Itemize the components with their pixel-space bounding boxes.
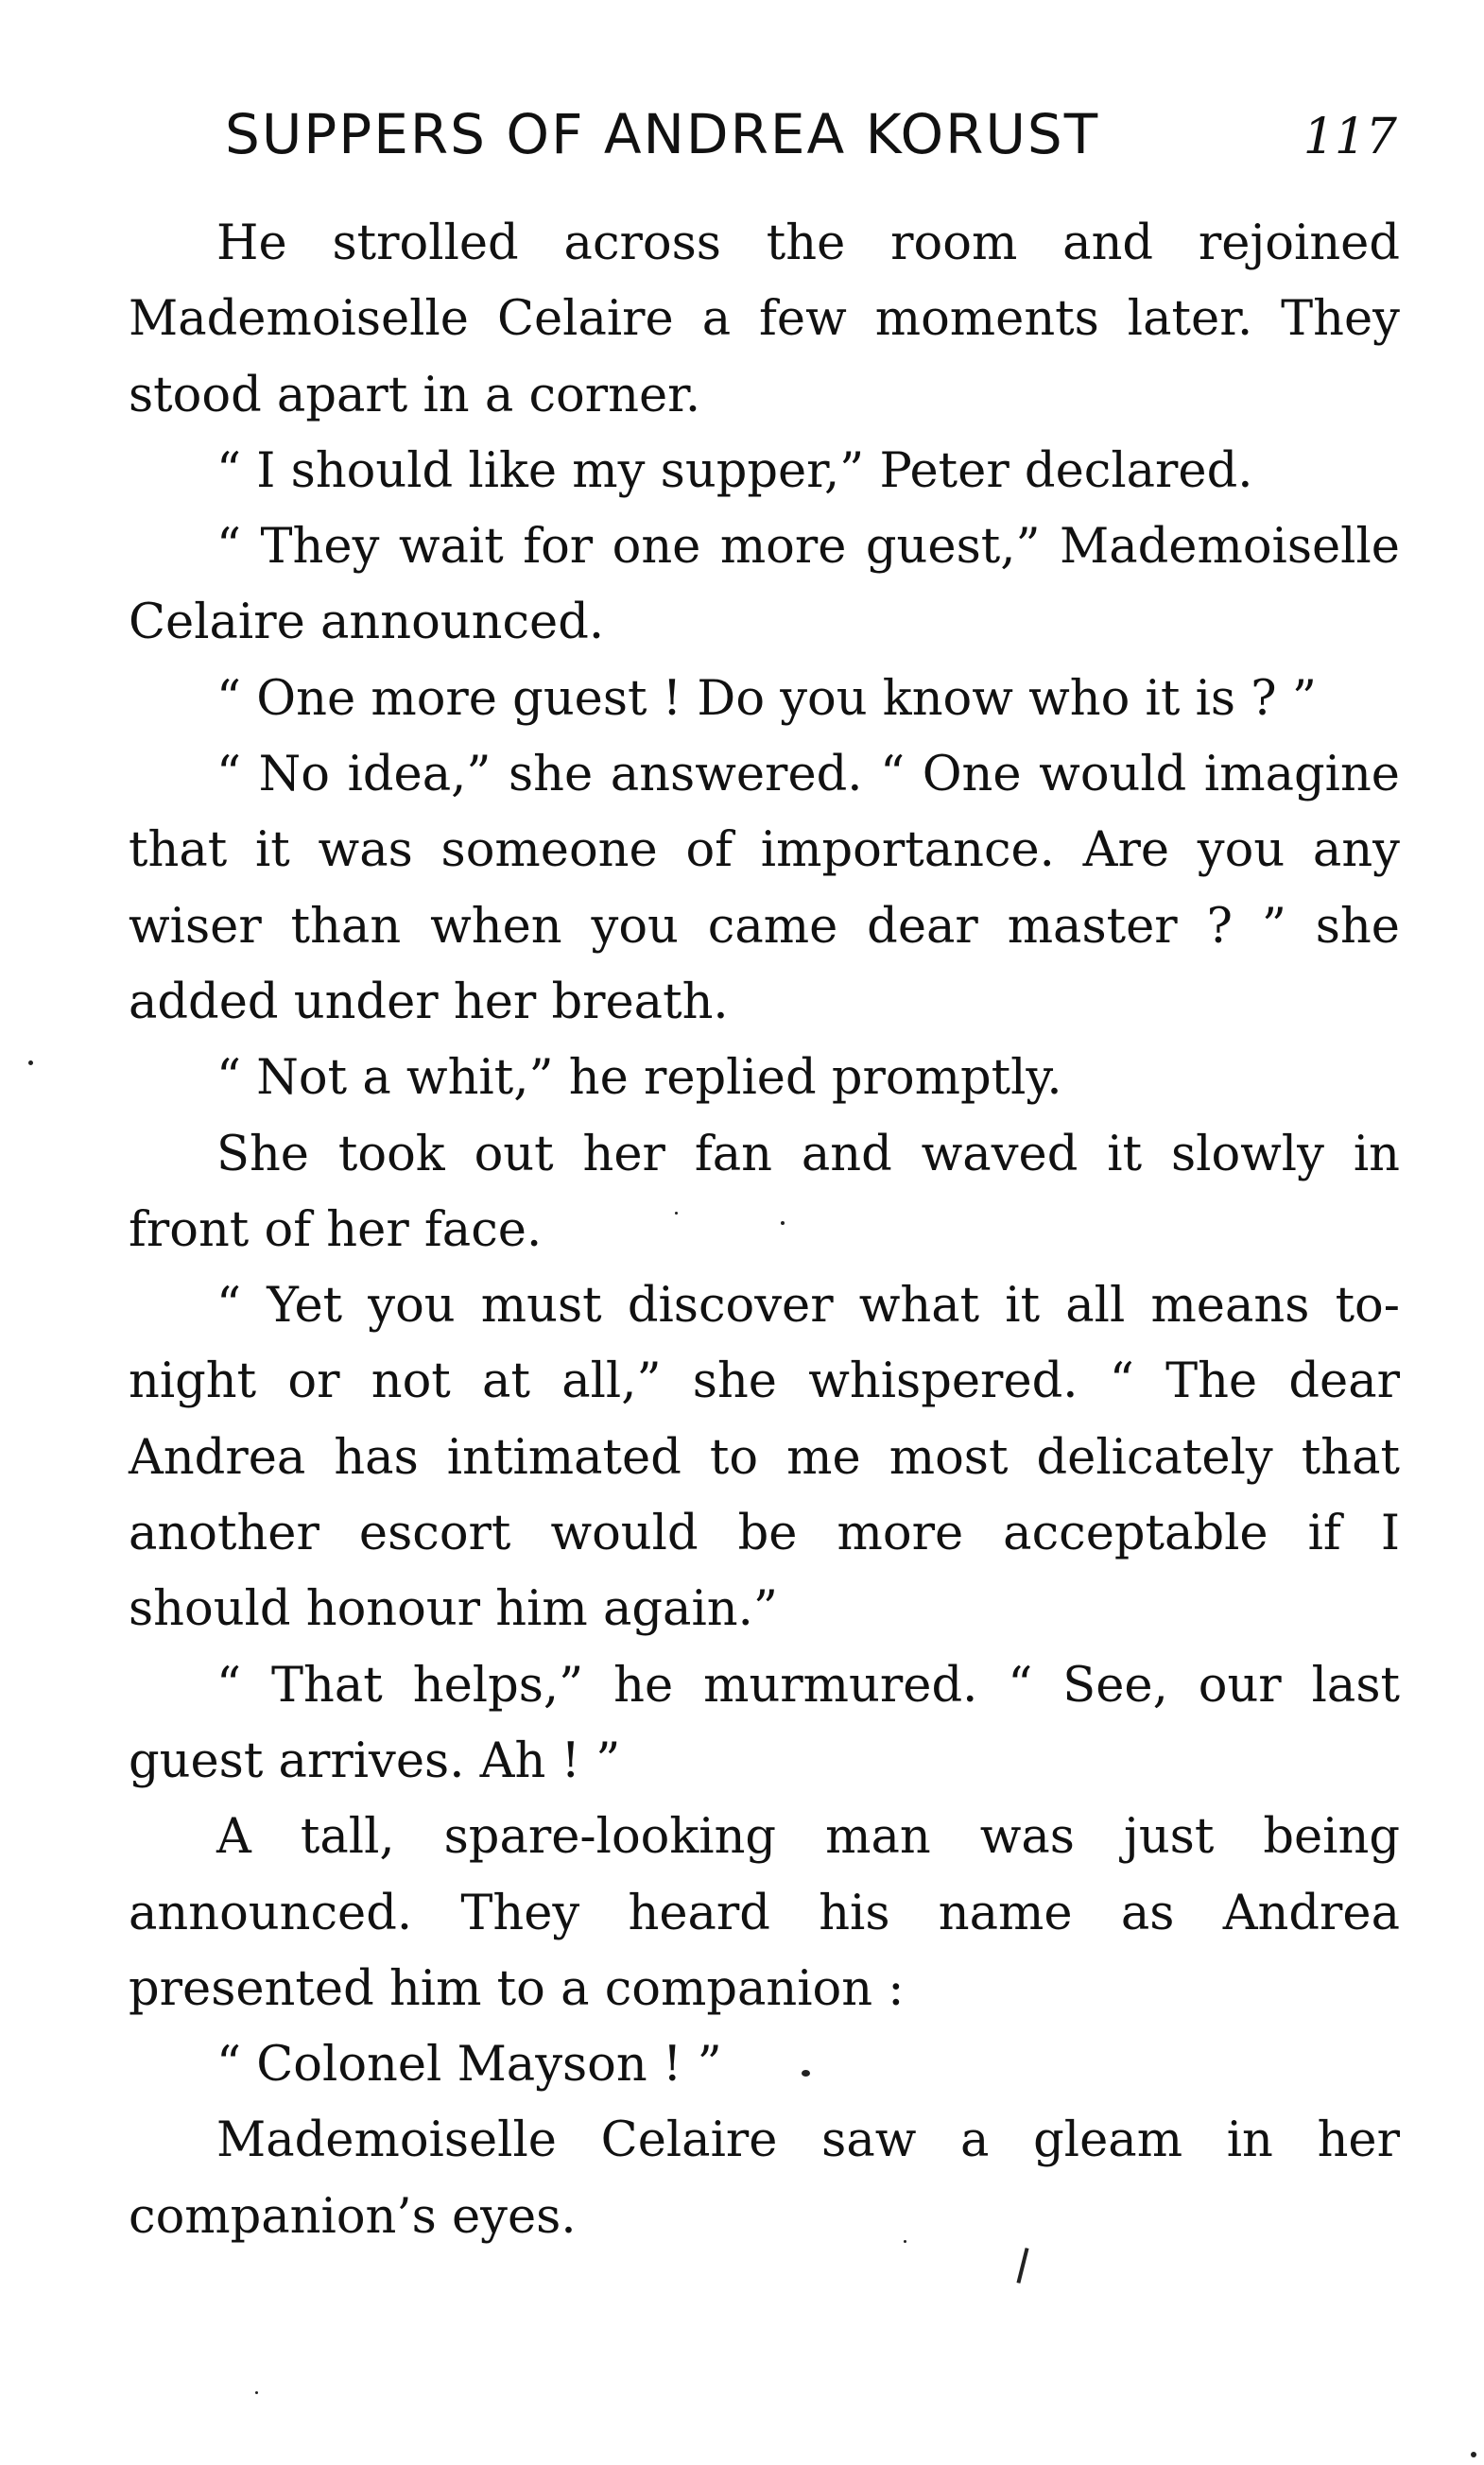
running-head <box>225 102 1397 178</box>
scan-speck <box>802 2070 810 2077</box>
paragraph: A tall, spare-looking man was just being announced. They heard his name as Andrea presented him to a companion : <box>129 1809 1400 2017</box>
paragraph: “ Colonel Mayson ! ” <box>216 2037 722 2094</box>
paragraph: “ One more guest ! Do you know who it is ? ” <box>216 670 1317 727</box>
running-title: SUPPERS OF ANDREA KORUST <box>225 102 1100 166</box>
paragraph: Mademoiselle Celaire saw a gleam in her companion’s eyes. <box>129 2112 1400 2245</box>
scan-speck <box>255 2391 258 2394</box>
scan-speck <box>28 1060 33 1065</box>
paragraph: “ No idea,” she answered. “ One would imagine that it was someone of importance. Are you any wiser than when you came dear master ? ” she added under her breath. <box>129 747 1400 1030</box>
scan-speck <box>675 1212 678 1215</box>
paragraph: She took out her fan and waved it slowly in front of her face. <box>129 1126 1400 1258</box>
body-text <box>129 206 1400 2255</box>
page-number: 117 <box>1303 109 1397 165</box>
paragraph: “ They wait for one more guest,” Mademoiselle Celaire announced. <box>129 519 1400 651</box>
paragraph: He strolled across the room and rejoined Mademoiselle Celaire a few moments later. They stood apart in a corner. <box>129 215 1400 423</box>
scan-speck <box>1471 2452 1476 2457</box>
paragraph: “ Not a whit,” he replied promptly. <box>216 1050 1062 1107</box>
paragraph: “ Yet you must discover what it all means to-night or not at all,” she whispered. “ The dear Andrea has intimated to me most delicately that another escort would be more acceptable if I should honour him again.” <box>129 1278 1400 1638</box>
paragraph: “ I should like my supper,” Peter declared. <box>216 442 1253 499</box>
scan-speck <box>904 2240 906 2243</box>
scan-speck <box>781 1221 785 1225</box>
paragraph: “ That helps,” he murmured. “ See, our last guest arrives. Ah ! ” <box>129 1657 1400 1789</box>
